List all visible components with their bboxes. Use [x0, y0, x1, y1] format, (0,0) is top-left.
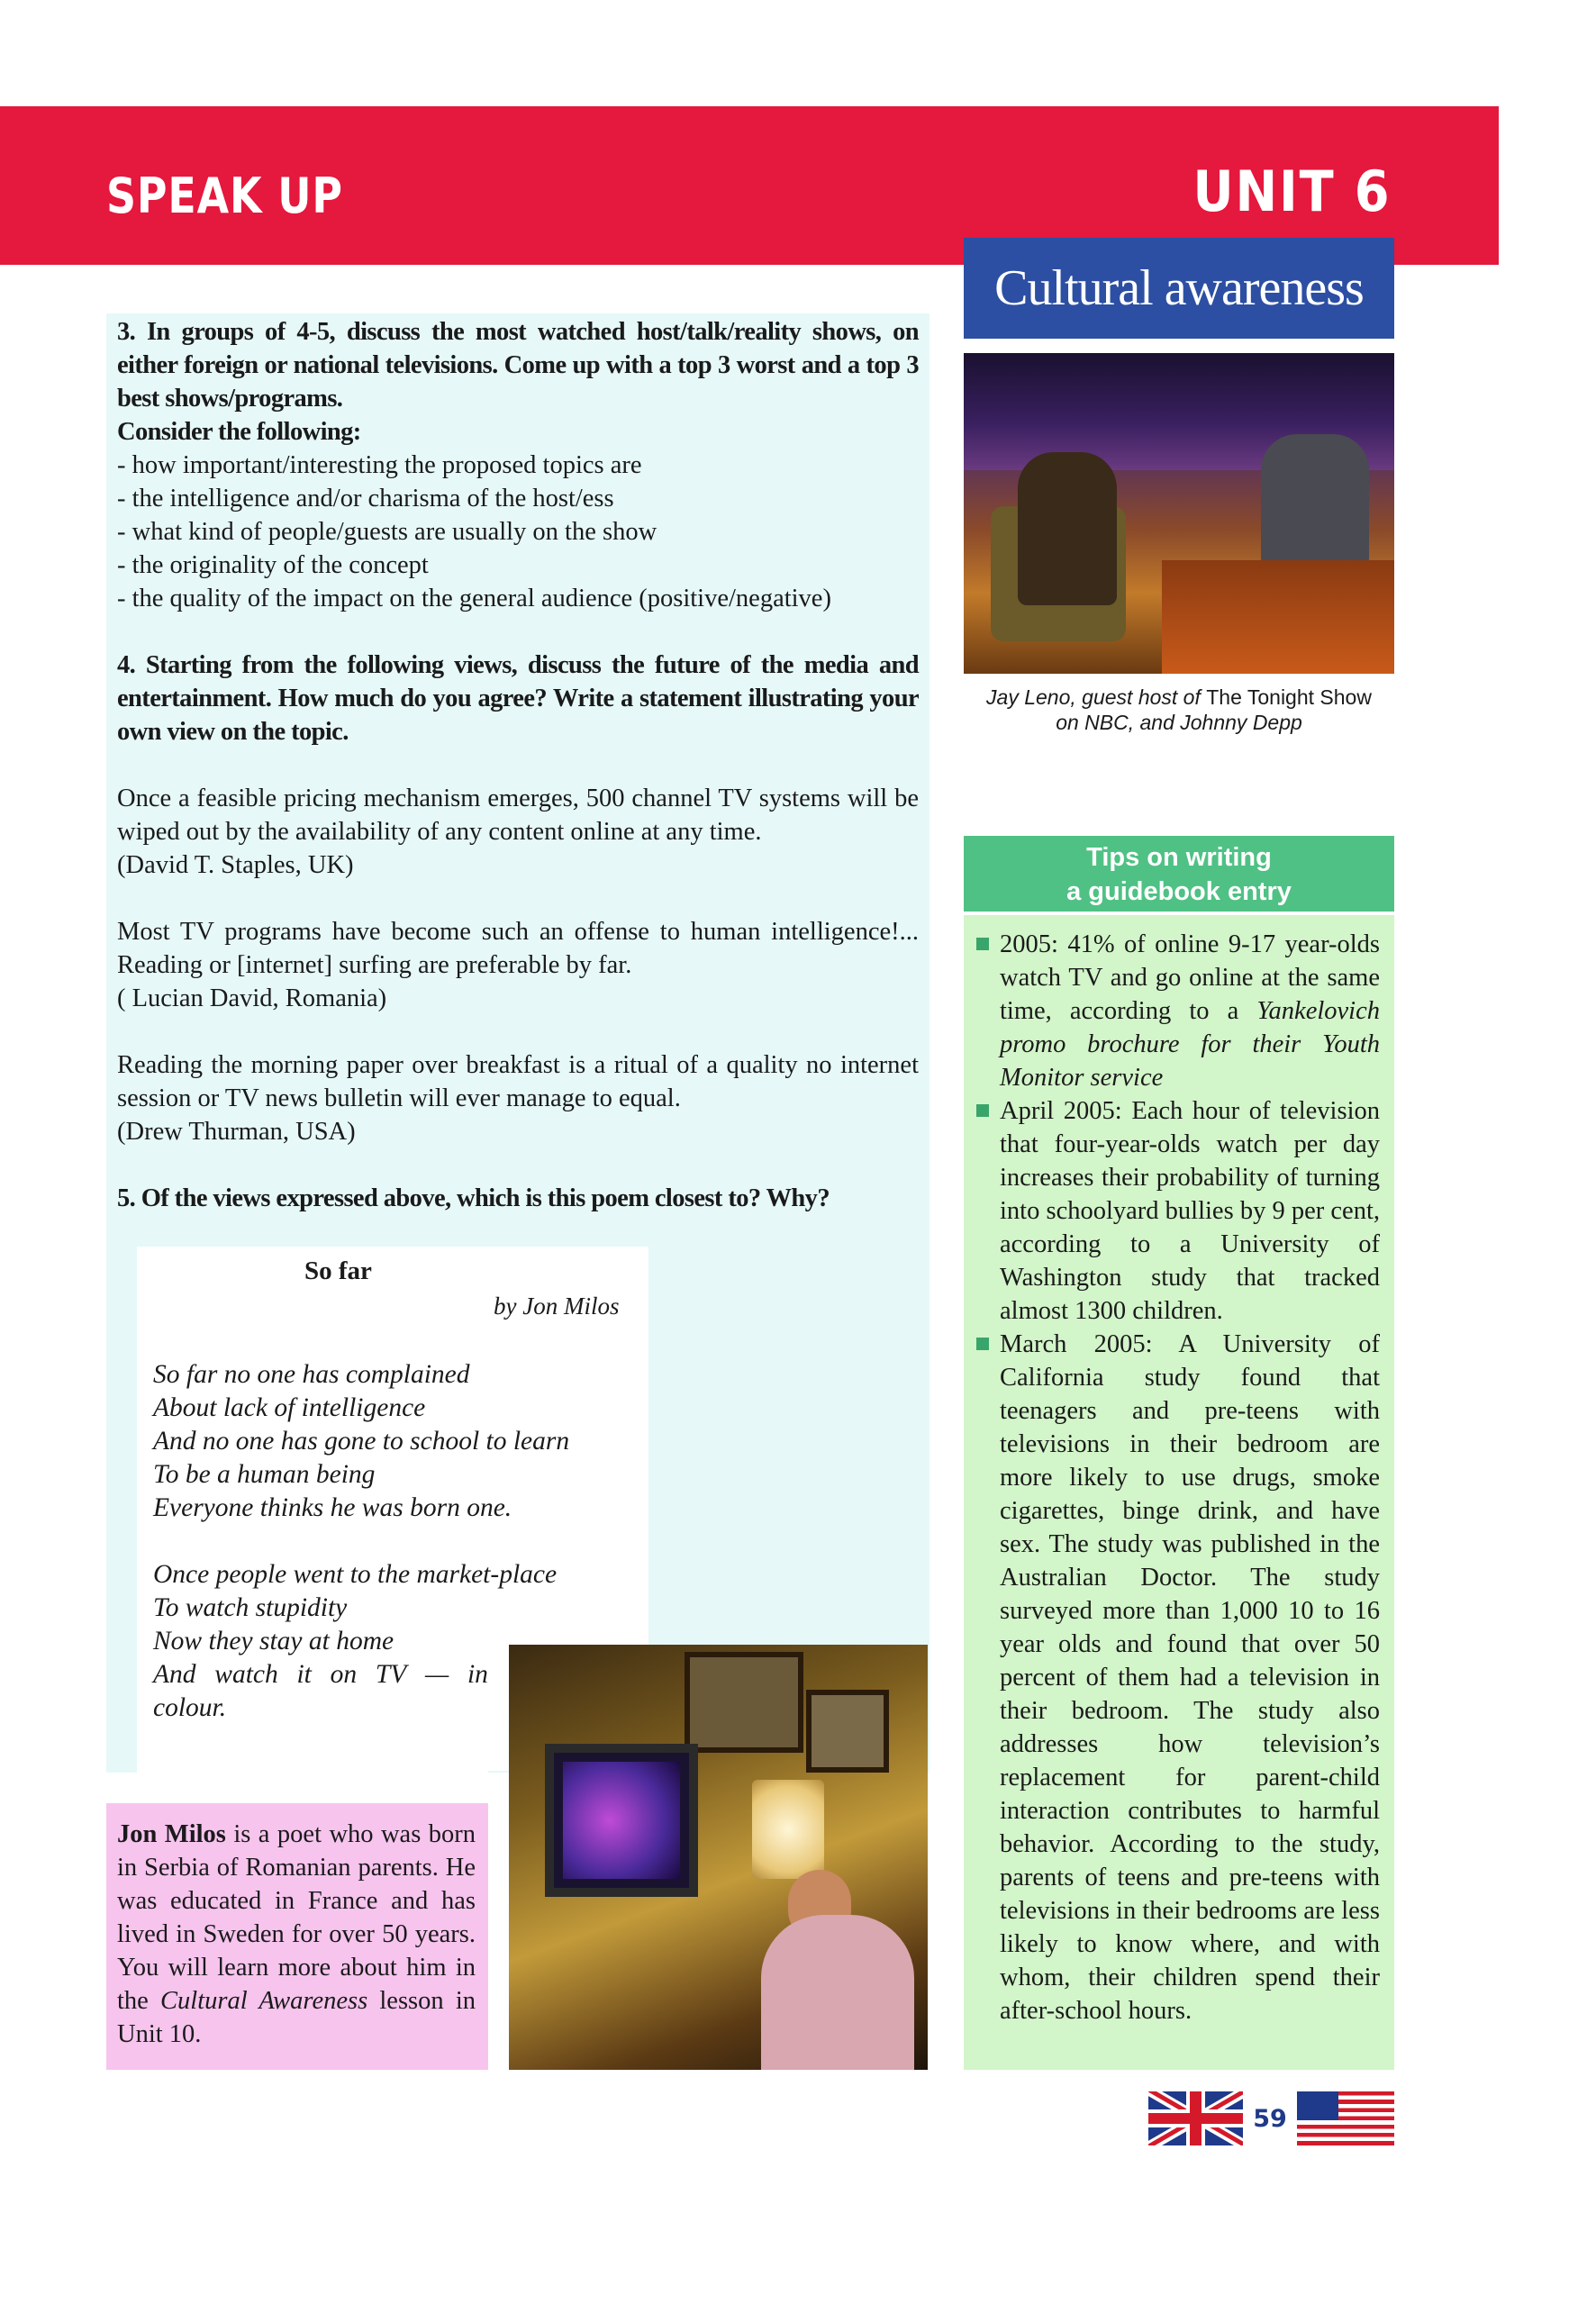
woman: [761, 1915, 914, 2070]
unit-title: UNIT 6: [1192, 159, 1391, 224]
bio-body: is a poet who was born in Serbia of Romanian parents. He was educated in France and has lived in Sweden for over 50 years. You will learn more about him in the: [117, 1820, 476, 2015]
poem-word: it: [296, 1660, 312, 1689]
tips-item: [975, 1094, 1380, 1328]
poem-line: To be a human being: [153, 1460, 376, 1489]
q4-prompt: 4. Starting from the following views, discuss the future of the media and entertainment. How much do you agree? Write a statement illustrating your own view on the topic.: [117, 651, 919, 746]
poem-line-justified: [153, 1658, 488, 1692]
poem-word: TV: [375, 1660, 407, 1689]
square-bullet-icon: [976, 1338, 989, 1350]
page-number: 59: [1243, 2091, 1297, 2145]
tips-header-line: a guidebook entry: [1066, 877, 1292, 906]
talk-show-photo: [964, 353, 1394, 674]
quote-text: Reading the morning paper over breakfast is a ritual of a quality no internet session or TV news bulletin will ever manage to equal.: [117, 1051, 919, 1112]
quote-text: Once a feasible pricing mechanism emerges, 500 channel TV systems will be wiped out by the availability of any content online at any time.: [117, 785, 919, 846]
tips-item-italic: Yankelovich promo brochure for their Youth Monitor service: [1000, 997, 1380, 1092]
tips-item-text: April 2005: Each hour of television that four-year-olds watch per day increases their probability of turning into schoolyard bullies by 9 per cent, according to a University of Washington study that tracked almost 1300 children.: [1000, 1097, 1380, 1325]
q3-item: - the quality of the impact on the general audience (positive/negative): [117, 585, 831, 612]
poem-author: by Jon Milos: [494, 1293, 620, 1320]
q3-item: - the originality of the concept: [117, 551, 429, 579]
tips-item: [975, 928, 1380, 1094]
poem-word: on: [330, 1660, 358, 1689]
tips-item-text: 2005: 41% of online 9-17 year-olds watch TV and go online at the same time, according to a: [1000, 930, 1380, 1025]
uk-flag-icon: [1148, 2091, 1243, 2145]
caption-italic: Jay Leno, guest host of: [986, 685, 1207, 709]
poem-line: So far no one has complained: [153, 1360, 470, 1389]
square-bullet-icon: [976, 1104, 989, 1117]
q5-prompt: 5. Of the views expressed above, which is this poem closest to? Why?: [117, 1184, 830, 1212]
picture-frame: [685, 1652, 803, 1753]
caption-italic: on NBC, and Johnny Depp: [1056, 711, 1302, 734]
tips-list: [975, 928, 1380, 2027]
picture-frame: [806, 1690, 889, 1773]
tips-item-text: March 2005: A University of California study found that teenagers and pre-teens with televisions in their bedroom are more likely to use drugs, smoke cigarettes, binge drink, and have sex. The study was published in the Australian Doctor. The study surveyed more than 1,000 10 to 16 year olds and found that over 50 percent of them had a television in their bedroom. The study also addresses how television’s replacement for parent-child interaction contributes to harmful behavior. According to the study, parents of teens and pre-teens with televisions in their bedrooms are less likely to know where, and with whom, their children spend their after-school hours.: [1000, 1330, 1380, 2025]
q3-item: - how important/interesting the proposed topics are: [117, 451, 642, 479]
caption-show: The Tonight Show: [1206, 685, 1372, 709]
poem-line: And no one has gone to school to learn: [153, 1427, 570, 1456]
square-bullet-icon: [976, 938, 989, 950]
bio-italic: Cultural Awareness: [160, 1987, 368, 2015]
quote-source: (Drew Thurman, USA): [117, 1118, 356, 1146]
bio-name: Jon Milos: [117, 1820, 226, 1848]
poem-line: About lack of intelligence: [153, 1393, 426, 1422]
us-flag-icon: [1297, 2091, 1394, 2145]
exercise-text: [117, 315, 919, 1215]
cultural-awareness-badge: Cultural awareness: [964, 238, 1394, 339]
q3-consider: Consider the following:: [117, 418, 361, 446]
poem-line: To watch stupidity: [153, 1593, 348, 1622]
q3-item: - the intelligence and/or charisma of the host/ess: [117, 485, 614, 513]
photo-caption: [964, 685, 1394, 735]
poem-word: in: [467, 1660, 488, 1689]
q3-prompt: 3. In groups of 4-5, discuss the most watched host/talk/reality shows, on either foreign or national televisions. Come up with a top 3 worst and a top 3 best shows/programs.: [117, 318, 919, 413]
poem-line: Once people went to the market-place: [153, 1560, 558, 1589]
tips-item: [975, 1328, 1380, 2027]
poem-line: colour.: [153, 1693, 227, 1722]
woman-watching-tv-photo: [509, 1645, 928, 2070]
quote-source: ( Lucian David, Romania): [117, 984, 387, 1012]
poem-word: And: [153, 1660, 196, 1689]
quote-text: Most TV programs have become such an offense to human intelligence!... Reading or [internet] surfing are preferable by far.: [117, 918, 919, 979]
bio-text: [117, 1818, 476, 2051]
bio-tail: lesson in Unit 10.: [117, 1987, 476, 2048]
q3-item: - what kind of people/guests are usually on the show: [117, 518, 657, 546]
poem-word: watch: [214, 1660, 278, 1689]
host-desk: [1162, 560, 1394, 674]
tips-header: [964, 836, 1394, 912]
guest-figure: [1018, 452, 1117, 605]
television: [545, 1744, 698, 1897]
poem-lines: [153, 1358, 570, 1725]
poem-line: Everyone thinks he was born one.: [153, 1493, 512, 1522]
section-title: SPEAK UP: [106, 168, 343, 224]
page-number-bar: [1148, 2091, 1394, 2145]
poem-line: Now they stay at home: [153, 1627, 394, 1655]
tips-header-line: Tips on writing: [1086, 843, 1272, 872]
lamp: [752, 1780, 824, 1879]
poem-title: So far: [304, 1256, 372, 1285]
poem-word: —: [425, 1660, 449, 1689]
quote-source: (David T. Staples, UK): [117, 851, 354, 879]
